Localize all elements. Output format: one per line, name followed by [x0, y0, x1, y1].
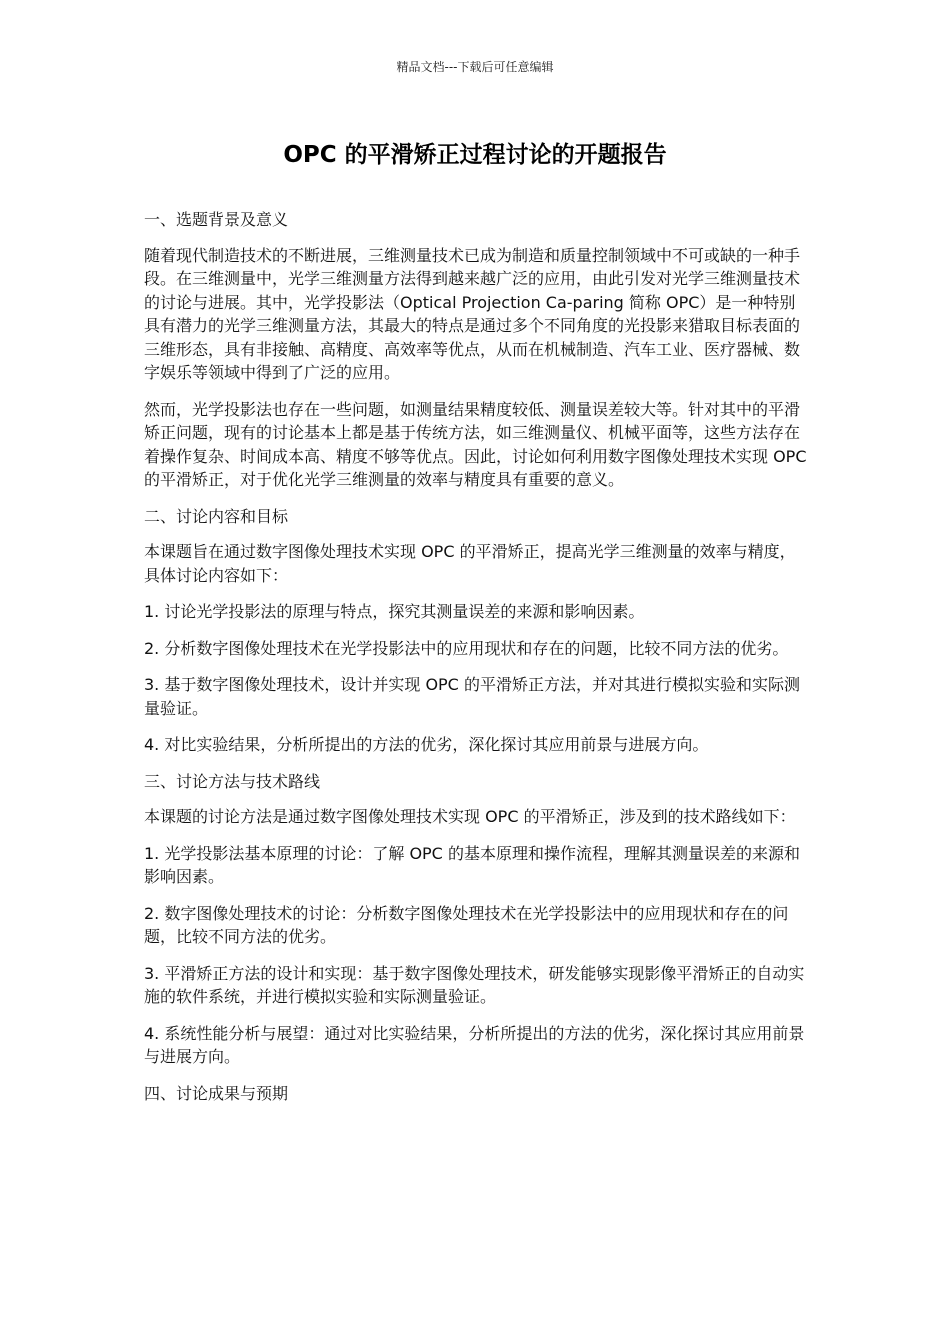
list-item-methods-1: 1. 光学投影法基本原理的讨论：了解 OPC 的基本原理和操作流程，理解其测量误差的来源和影响因素。 [144, 843, 800, 886]
page-title: OPC 的平滑矫正过程讨论的开题报告 [283, 142, 667, 168]
header-note: 精品文档---下载后可任意编辑 [396, 60, 554, 74]
section-heading-results: 四、讨论成果与预期 [144, 1083, 289, 1103]
list-item-methods-3: 3. 平滑矫正方法的设计和实现：基于数字图像处理技术，研发能够实现影像平滑矫正的自动实施的软件系统，并进行模拟实验和实际测量验证。 [144, 963, 805, 1006]
paragraph-background-2: 然而，光学投影法也存在一些问题，如测量结果精度较低、测量误差较大等。针对其中的平滑矫正问题，现有的讨论基本上都是基于传统方法，如三维测量仪、机械平面等，这些方法存在着操作复杂、时间成本高、精度不够等优点。因此，讨论如何利用数字图像处理技术实现 OPC 的平滑矫正，对于优化光学三维测量的效率与精度具有重要的意义。 [144, 399, 807, 489]
document-body [144, 208, 808, 1117]
section-heading-methods: 三、讨论方法与技术路线 [144, 771, 321, 791]
paragraph-content-intro: 本课题旨在通过数字图像处理技术实现 OPC 的平滑矫正，提高光学三维测量的效率与精度，具体讨论内容如下： [144, 542, 796, 585]
paragraph-methods-intro: 本课题的讨论方法是通过数字图像处理技术实现 OPC 的平滑矫正，涉及到的技术路线如下： [144, 807, 796, 826]
list-item-methods-2: 2. 数字图像处理技术的讨论：分析数字图像处理技术在光学投影法中的应用现状和存在的问题，比较不同方法的优劣。 [144, 903, 789, 946]
section-heading-content-goals: 二、讨论内容和目标 [144, 506, 289, 526]
list-item-content-3: 3. 基于数字图像处理技术，设计并实现 OPC 的平滑矫正方法，并对其进行模拟实验和实际测量验证。 [144, 675, 800, 718]
list-item-methods-4: 4. 系统性能分析与展望：通过对比实验结果，分析所提出的方法的优劣，深化探讨其应用前景与进展方向。 [144, 1023, 805, 1066]
paragraph-background-1: 随着现代制造技术的不断进展，三维测量技术已成为制造和质量控制领域中不可或缺的一种手段。在三维测量中，光学三维测量方法得到越来越广泛的应用，由此引发对光学三维测量技术的讨论与进展。其中，光学投影法（Optical Projection Ca-paring 简称 OPC）是一种特别具有潜力的光学三维测量方法，其最大的特点是通过多个不同角度的光投影来猎取目标表面的三维形态，具有非接触、高精度、高效率等优点，从而在机械制造、汽车工业、医疗器械、数字娱乐等领域中得到了广泛的应用。 [144, 245, 801, 382]
list-item-content-4: 4. 对比实验结果，分析所提出的方法的优劣，深化探讨其应用前景与进展方向。 [144, 735, 709, 754]
section-heading-background: 一、选题背景及意义 [144, 210, 289, 229]
list-item-content-2: 2. 分析数字图像处理技术在光学投影法中的应用现状和存在的问题，比较不同方法的优劣。 [144, 638, 789, 658]
list-item-content-1: 1. 讨论光学投影法的原理与特点，探究其测量误差的来源和影响因素。 [144, 602, 645, 621]
